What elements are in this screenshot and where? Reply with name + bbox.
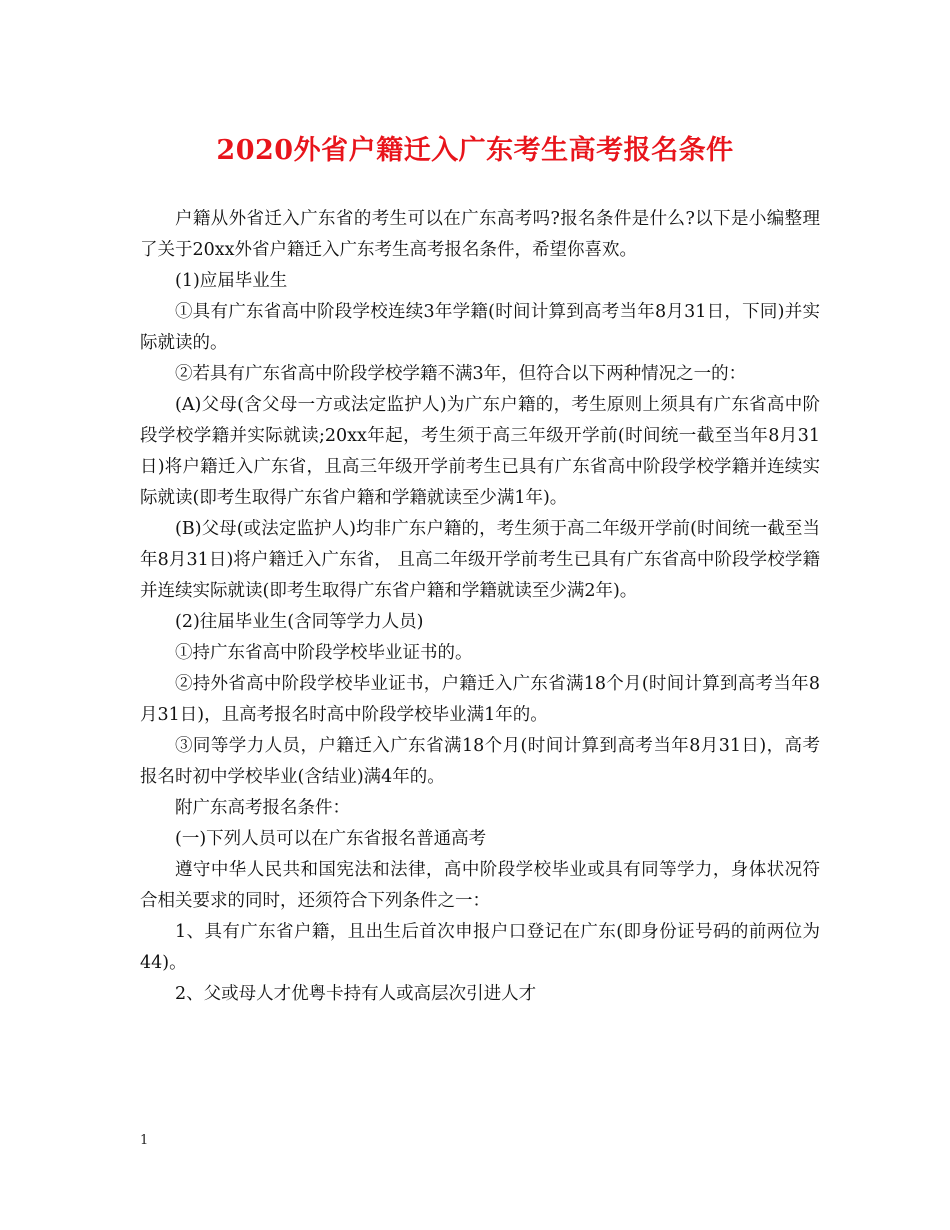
paragraph-past-item-3: ③同等学力人员，户籍迁入广东省满18个月(时间计算到高考当年8月31日)，高考报名时初中学校毕业(含结业)满4年的。 xyxy=(140,736,820,787)
paragraph-past-item-1: ①持广东省高中阶段学校毕业证书的。 xyxy=(175,643,473,663)
paragraph-item-1: ①具有广东省高中阶段学校连续3年学籍(时间计算到高考当年8月31日，下同)并实际就读的。 xyxy=(140,302,820,353)
paragraph-intro: 户籍从外省迁入广东省的考生可以在广东高考吗?报名条件是什么?以下是小编整理了关于20xx外省户籍迁入广东考生高考报名条件，希望你喜欢。 xyxy=(140,209,820,260)
paragraph-appendix-heading: 附广东高考报名条件： xyxy=(175,798,350,818)
paragraph-case-a: (A)父母(含父母一方或法定监护人)为广东户籍的，考生原则上须具有广东省高中阶段学校学籍并实际就读;20xx年起，考生须于高三年级开学前(时间统一截至当年8月31日)将户籍迁入广东省，且高三年级开学前考生已具有广东省高中阶段学校学籍并连续实际就读(即考生取得广东省户籍和学籍就读至少满1年)。 xyxy=(140,395,820,508)
paragraph-fresh-graduates-heading: (1)应届毕业生 xyxy=(175,271,288,291)
paragraph-past-item-2: ②持外省高中阶段学校毕业证书，户籍迁入广东省满18个月(时间计算到高考当年8月31日)，且高考报名时高中阶段学校毕业满1年的。 xyxy=(140,674,820,725)
paragraph-past-graduates-heading: (2)往届毕业生(含同等学力人员) xyxy=(175,612,424,632)
paragraph-section-1-heading: (一)下列人员可以在广东省报名普通高考 xyxy=(175,829,487,849)
page-number: 1 xyxy=(140,1133,149,1148)
paragraph-item-2: ②若具有广东省高中阶段学校学籍不满3年，但符合以下两种情况之一的： xyxy=(175,364,747,384)
paragraph-condition-2: 2、父或母人才优粤卡持有人或高层次引进人才 xyxy=(175,984,537,1004)
paragraph-condition-1: 1、具有广东省户籍，且出生后首次申报户口登记在广东(即身份证号码的前两位为44)。 xyxy=(140,922,820,973)
document-title: 2020外省户籍迁入广东考生高考报名条件 xyxy=(216,135,734,166)
paragraph-general-requirements: 遵守中华人民共和国宪法和法律，高中阶段学校毕业或具有同等学力，身体状况符合相关要求的同时，还须符合下列条件之一： xyxy=(140,860,820,911)
paragraph-case-b: (B)父母(或法定监护人)均非广东户籍的，考生须于高二年级开学前(时间统一截至当年8月31日)将户籍迁入广东省， 且高二年级开学前考生已具有广东省高中阶段学校学籍并连续实际就读(即考生取得广东省户籍和学籍就读至少满2年)。 xyxy=(140,519,820,601)
document-body xyxy=(140,204,820,1010)
